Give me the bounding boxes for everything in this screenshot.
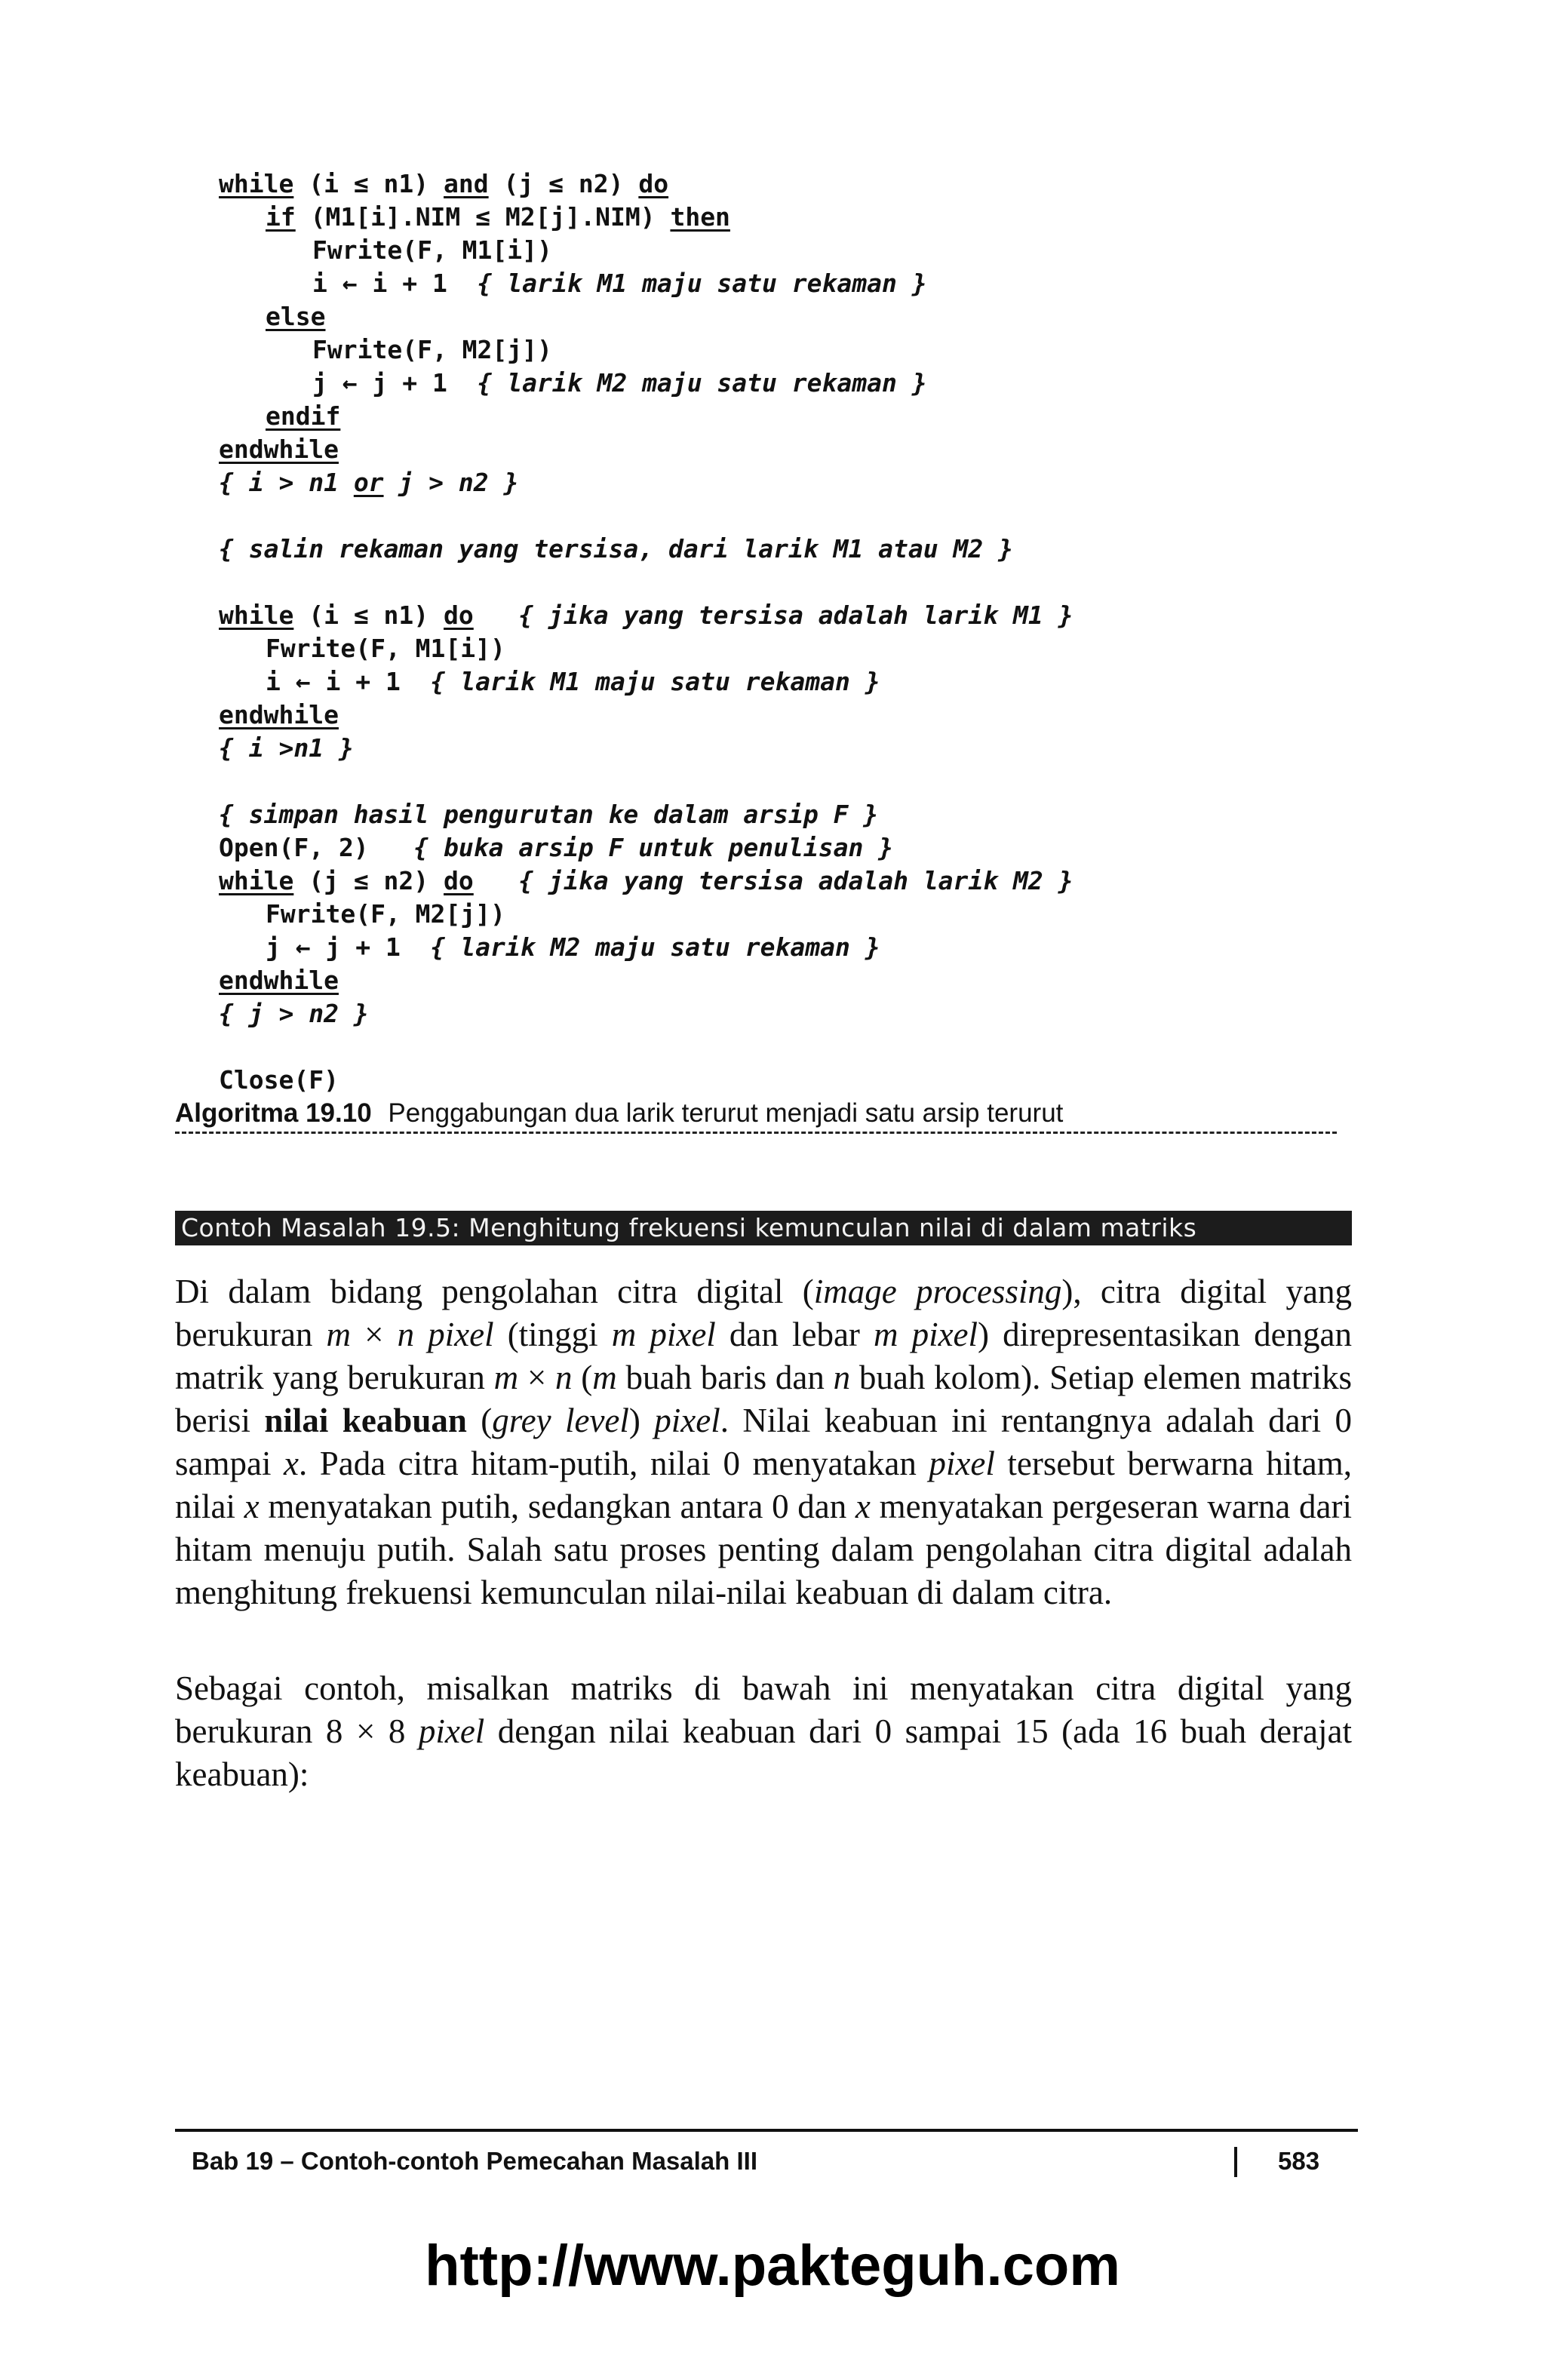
- code-line: [219, 466, 1335, 499]
- code-line: [219, 533, 1335, 566]
- code-line: [219, 433, 1335, 466]
- code-line: [219, 300, 1335, 333]
- code-line: [219, 831, 1335, 864]
- code-comment: { simpan hasil pengurutan ke dalam arsip F }: [219, 800, 879, 829]
- code-comment: { j > n2 }: [219, 999, 369, 1028]
- code-keyword: or: [353, 468, 384, 497]
- italic-term: pixel: [418, 1712, 485, 1750]
- code-keyword: while: [219, 169, 294, 198]
- code-text: i ← i + 1: [312, 269, 478, 298]
- italic-term: n: [555, 1359, 573, 1396]
- code-line: [219, 632, 1335, 665]
- code-keyword: else: [266, 302, 326, 331]
- code-blank-line: [219, 499, 1335, 533]
- footer-divider: [1234, 2147, 1237, 2177]
- code-text: (i ≤ n1): [293, 600, 444, 630]
- algorithm-caption: [175, 1098, 1337, 1134]
- code-blank-line: [219, 1030, 1335, 1064]
- paragraph-text: ) direpresentasikan dengan matrik yang berukuran: [175, 1316, 1353, 1396]
- code-text: j ← j + 1: [312, 368, 478, 398]
- code-text: (j ≤ n2): [293, 866, 444, 895]
- paragraph-text: buah baris dan: [616, 1359, 834, 1396]
- caption-text: Penggabungan dua larik terurut menjadi satu arsip terurut: [388, 1098, 1064, 1128]
- paragraph-text: ), citra digital yang berukuran: [175, 1273, 1352, 1353]
- code-line: [219, 864, 1335, 898]
- paragraph-text: buah kolom). Setiap elemen matriks berisi: [175, 1359, 1352, 1439]
- algorithm-code-block: [219, 167, 1335, 1097]
- code-text: Close(F): [219, 1065, 339, 1095]
- code-comment: { larik M1 maju satu rekaman }: [430, 667, 880, 696]
- paragraph-text: Di dalam bidang pengolahan citra digital (: [175, 1273, 814, 1310]
- code-line: [219, 367, 1335, 400]
- code-keyword: endwhile: [219, 700, 339, 729]
- paragraph-text: ×: [351, 1316, 398, 1353]
- code-line: [219, 333, 1335, 367]
- italic-term: x: [244, 1488, 260, 1525]
- code-comment: { salin rekaman yang tersisa, dari larik M1 atau M2 }: [219, 534, 1013, 564]
- italic-term: image processing: [813, 1273, 1062, 1310]
- italic-term: x: [855, 1488, 871, 1525]
- body-paragraph: [175, 1667, 1352, 1796]
- paragraph-text: menyatakan putih, sedangkan antara 0 dan: [259, 1488, 855, 1525]
- paragraph-text: . Nilai keabuan ini rentangnya adalah dari 0 sampai: [175, 1402, 1352, 1482]
- italic-term: m: [326, 1316, 352, 1353]
- code-keyword: and: [444, 169, 489, 198]
- code-line: [219, 964, 1335, 997]
- bold-term: nilai keabuan: [264, 1402, 467, 1439]
- code-keyword: endif: [266, 401, 341, 431]
- code-keyword: while: [219, 866, 294, 895]
- paragraph-text: ): [628, 1402, 655, 1439]
- code-keyword: endwhile: [219, 435, 339, 464]
- paragraph-text: dengan nilai keabuan dari 0 sampai 15 (ada 16 buah derajat keabuan):: [175, 1712, 1352, 1793]
- code-line: [219, 201, 1335, 234]
- code-line: [219, 931, 1335, 964]
- code-line: [219, 400, 1335, 433]
- page-footer: [175, 2129, 1358, 2175]
- code-blank-line: [219, 765, 1335, 798]
- code-text: Fwrite(F, M2[j]): [266, 899, 505, 929]
- footer-chapter-title: Bab 19 – Contoh-contoh Pemecahan Masalah III: [192, 2147, 757, 2175]
- code-comment: { i >n1 }: [219, 733, 354, 763]
- code-keyword: then: [670, 202, 730, 232]
- code-comment: { larik M2 maju satu rekaman }: [477, 368, 927, 398]
- code-line: [219, 665, 1335, 699]
- code-text: (M1[i].NIM ≤ M2[j].NIM): [295, 202, 671, 232]
- code-line: [219, 267, 1335, 300]
- code-comment: { larik M1 maju satu rekaman }: [477, 269, 927, 298]
- code-comment: j > n2 }: [383, 468, 519, 497]
- italic-term: m: [493, 1359, 519, 1396]
- italic-term: n pixel: [397, 1316, 494, 1353]
- code-line: [219, 997, 1335, 1030]
- code-keyword: while: [219, 600, 294, 630]
- code-text: (j ≤ n2): [488, 169, 639, 198]
- paragraph-text: menyatakan pergeseran warna dari hitam menuju putih. Salah satu proses penting dalam pengolahan citra digital adalah menghitung frekuensi kemunculan nilai-nilai keabuan di dalam citra.: [175, 1488, 1352, 1611]
- code-text: Fwrite(F, M1[i]): [266, 634, 505, 663]
- italic-term: n: [833, 1359, 851, 1396]
- code-keyword: do: [444, 600, 474, 630]
- code-line: [219, 732, 1335, 765]
- caption-label: Algoritma 19.10: [175, 1098, 372, 1128]
- paragraph-text: Sebagai contoh, misalkan matriks di bawah ini menyatakan citra digital yang berukuran 8 × 8: [175, 1669, 1352, 1750]
- italic-term: grey level: [492, 1402, 629, 1439]
- code-keyword: do: [638, 169, 669, 198]
- section-title-banner: Contoh Masalah 19.5: Menghitung frekuensi kemunculan nilai di dalam matriks: [175, 1211, 1352, 1245]
- code-comment: { jika yang tersisa adalah larik M2 }: [518, 866, 1074, 895]
- code-keyword: do: [444, 866, 474, 895]
- italic-term: m pixel: [611, 1316, 716, 1353]
- code-blank-line: [219, 566, 1335, 599]
- code-line: [219, 798, 1335, 831]
- body-paragraph: [175, 1270, 1352, 1614]
- code-comment: { jika yang tersisa adalah larik M1 }: [518, 600, 1074, 630]
- paragraph-text: . Pada citra hitam-putih, nilai 0 menyatakan: [298, 1445, 929, 1482]
- code-line: [219, 898, 1335, 931]
- italic-term: pixel: [929, 1445, 995, 1482]
- code-keyword: endwhile: [219, 966, 339, 995]
- paragraph-text: (: [572, 1359, 593, 1396]
- code-keyword: if: [266, 202, 296, 232]
- italic-term: m pixel: [874, 1316, 978, 1353]
- code-text: [474, 600, 519, 630]
- italic-term: pixel: [654, 1402, 720, 1439]
- paragraph-text: (: [466, 1402, 493, 1439]
- code-text: Fwrite(F, M1[i]): [312, 235, 552, 265]
- italic-term: m: [592, 1359, 617, 1396]
- code-text: Fwrite(F, M2[j]): [312, 335, 552, 364]
- code-text: j ← j + 1: [266, 932, 431, 962]
- italic-term: x: [284, 1445, 299, 1482]
- code-text: (i ≤ n1): [293, 169, 444, 198]
- code-text: i ← i + 1: [266, 667, 431, 696]
- code-line: [219, 699, 1335, 732]
- page-number: 583: [1278, 2147, 1320, 2175]
- code-line: [219, 234, 1335, 267]
- code-text: [474, 866, 519, 895]
- code-text: Open(F, 2): [219, 833, 414, 862]
- paragraph-text: dan lebar: [715, 1316, 874, 1353]
- code-line: [219, 1064, 1335, 1097]
- watermark-url: http://www.pakteguh.com: [425, 2234, 1120, 2298]
- paragraph-text: tersebut berwarna hitam, nilai: [175, 1445, 1352, 1525]
- code-comment: { larik M2 maju satu rekaman }: [430, 932, 880, 962]
- code-line: [219, 599, 1335, 632]
- code-line: [219, 167, 1335, 201]
- paragraph-text: ×: [518, 1359, 555, 1396]
- paragraph-text: (tinggi: [493, 1316, 612, 1353]
- code-comment: { i > n1: [219, 468, 354, 497]
- code-comment: { buka arsip F untuk penulisan }: [413, 833, 894, 862]
